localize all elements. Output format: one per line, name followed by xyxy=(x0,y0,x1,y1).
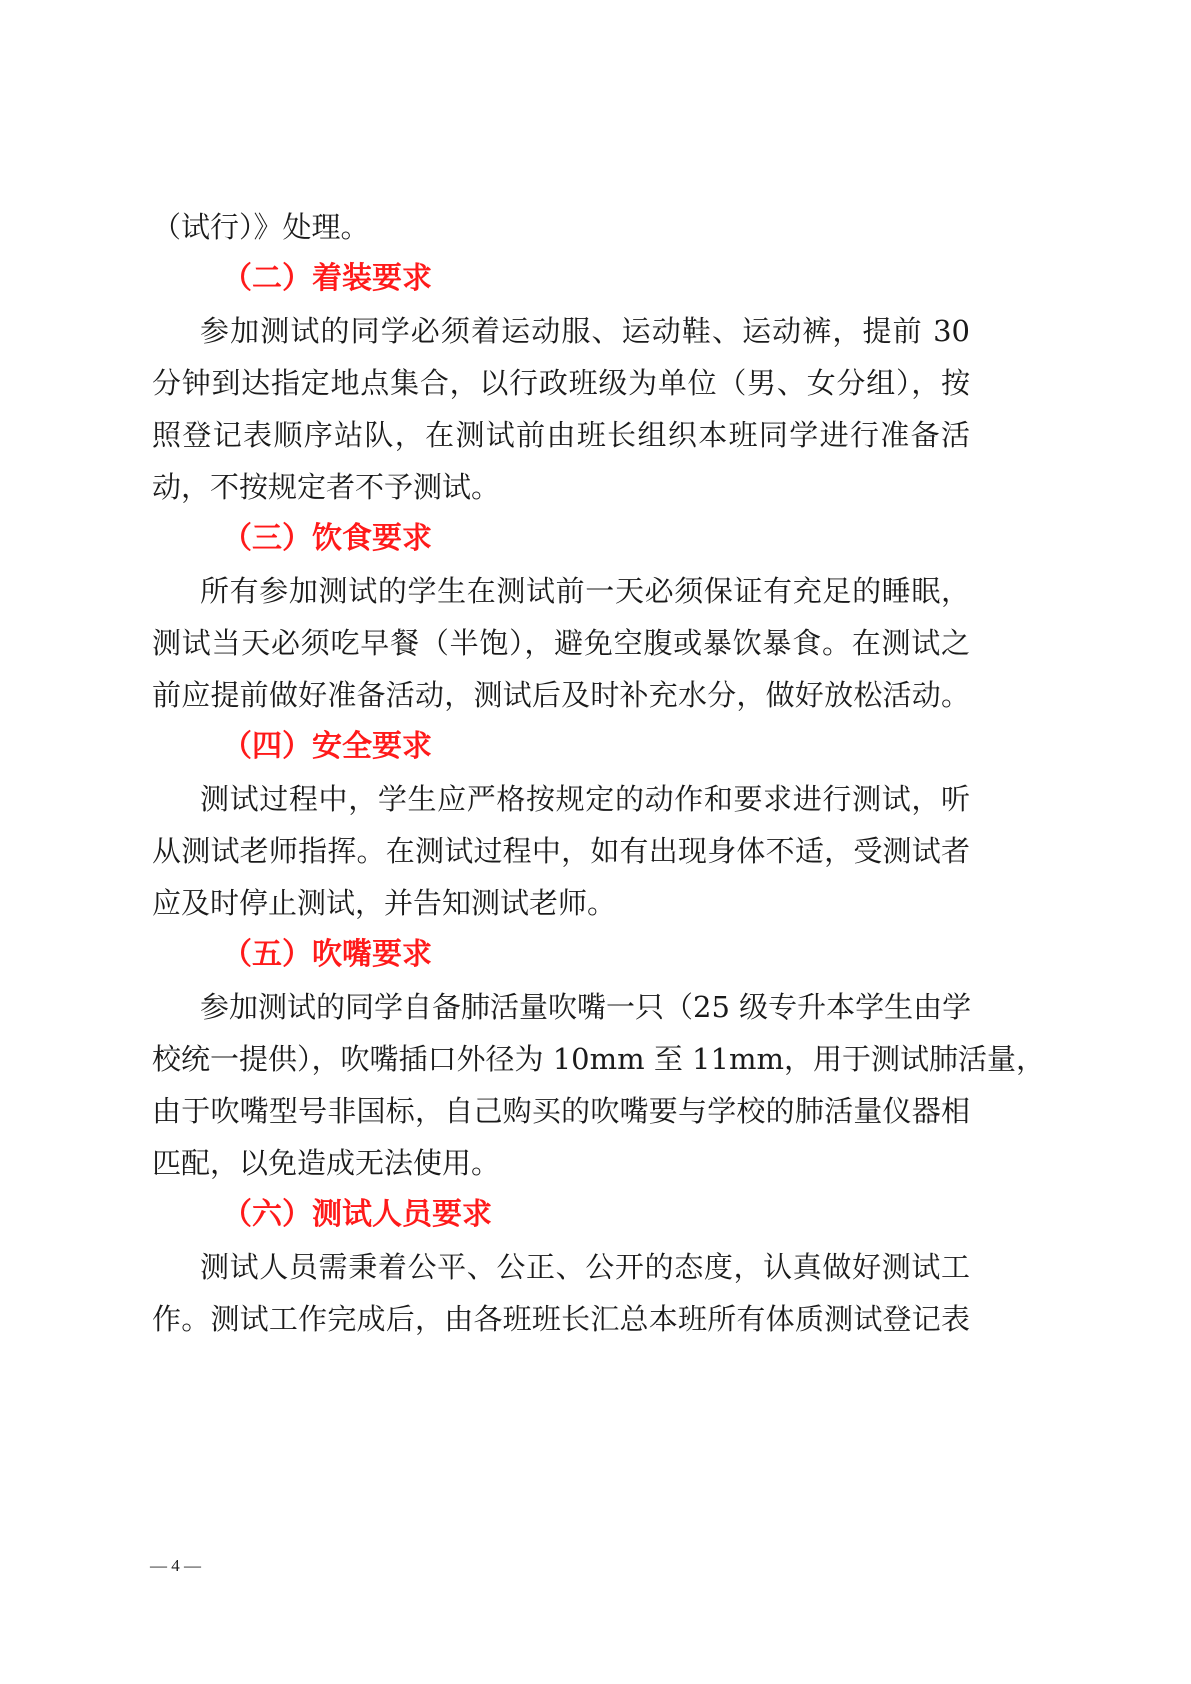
section-heading-safety: （四）安全要求 xyxy=(222,729,432,764)
paragraph-line: 所有参加测试的学生在测试前一天必须保证有充足的睡眠， xyxy=(200,574,970,608)
paragraph-line: （试行）》处理。 xyxy=(152,210,370,244)
paragraph-line: 照登记表顺序站队，在测试前由班长组织本班同学进行准备活 xyxy=(152,418,970,452)
section-heading-mouthpiece: （五）吹嘴要求 xyxy=(222,937,432,972)
paragraph-line: 参加测试的同学必须着运动服、运动鞋、运动裤，提前 30 xyxy=(200,314,970,348)
paragraph-line: 测试过程中，学生应严格按规定的动作和要求进行测试，听 xyxy=(200,782,970,816)
paragraph-line: 测试人员需秉着公平、公正、公开的态度，认真做好测试工 xyxy=(200,1250,970,1284)
section-heading-diet: （三）饮食要求 xyxy=(222,521,432,556)
paragraph-line: 由于吹嘴型号非国标，自己购买的吹嘴要与学校的肺活量仪器相 xyxy=(152,1094,970,1128)
paragraph-line: 参加测试的同学自备肺活量吹嘴一只（25 级专升本学生由学 xyxy=(200,990,972,1024)
paragraph-line: 前应提前做好准备活动，测试后及时补充水分，做好放松活动。 xyxy=(152,678,970,712)
paragraph-line: 校统一提供），吹嘴插口外径为 10mm 至 11mm，用于测试肺活量， xyxy=(152,1042,1045,1076)
paragraph-line: 动，不按规定者不予测试。 xyxy=(152,470,501,504)
paragraph-line: 从测试老师指挥。在测试过程中，如有出现身体不适，受测试者 xyxy=(152,834,970,868)
section-heading-attire: （二）着装要求 xyxy=(222,261,432,296)
paragraph-line: 作。测试工作完成后，由各班班长汇总本班所有体质测试登记表 xyxy=(152,1302,970,1336)
page-number: — 4 — xyxy=(150,1556,201,1575)
section-heading-staff: （六）测试人员要求 xyxy=(222,1197,492,1232)
paragraph-line: 测试当天必须吃早餐（半饱），避免空腹或暴饮暴食。在测试之 xyxy=(152,626,970,660)
paragraph-line: 匹配，以免造成无法使用。 xyxy=(152,1146,501,1180)
paragraph-line: 应及时停止测试，并告知测试老师。 xyxy=(152,886,617,920)
paragraph-line: 分钟到达指定地点集合，以行政班级为单位（男、女分组），按 xyxy=(152,366,970,400)
